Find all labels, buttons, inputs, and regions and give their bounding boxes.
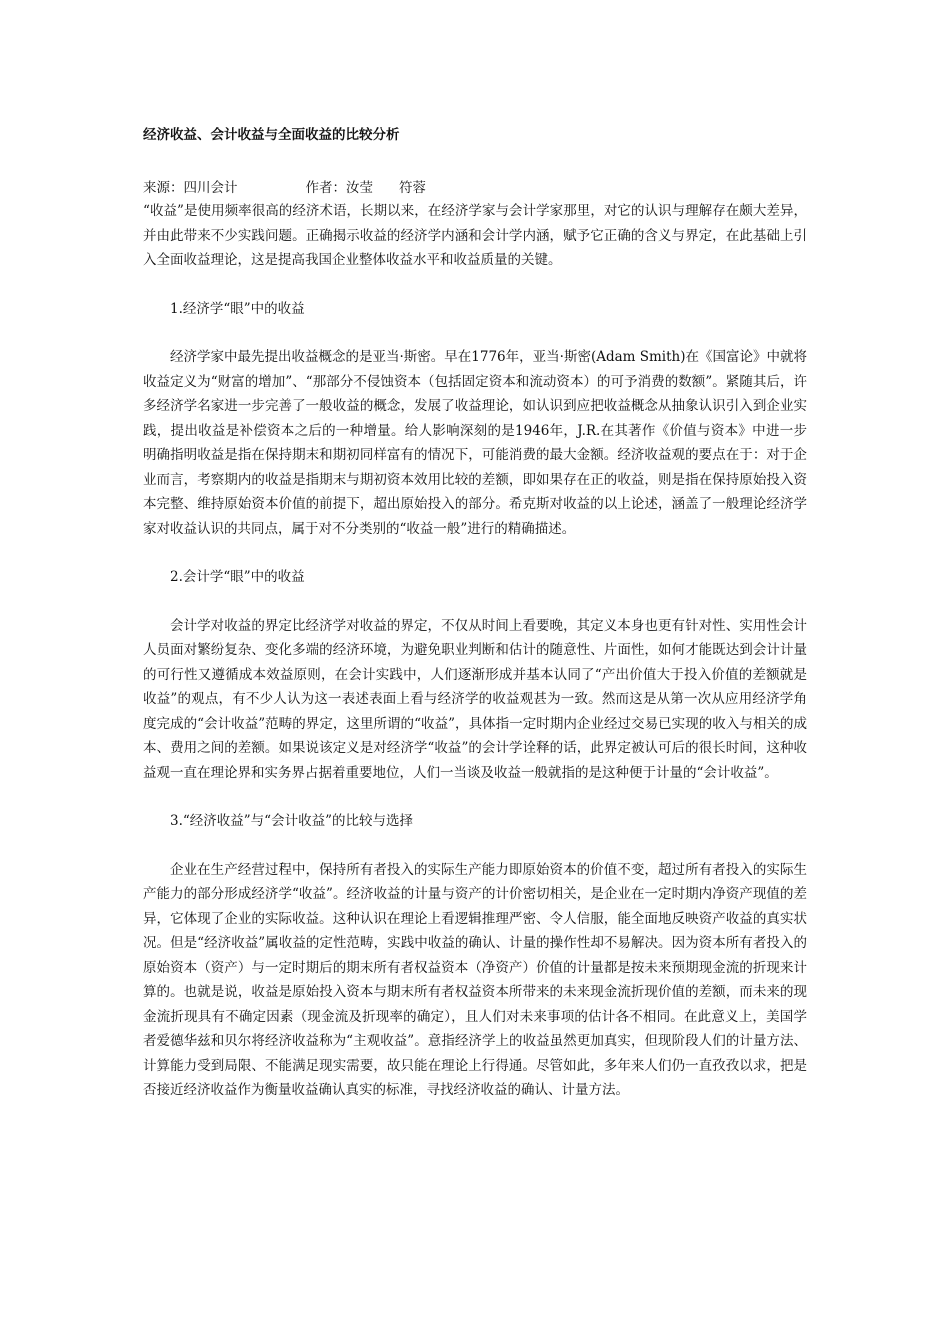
article-title: 经济收益、会计收益与全面收益的比较分析: [143, 127, 400, 143]
second-author: 符蓉: [399, 180, 426, 196]
article-meta: [143, 177, 807, 199]
document-page: [143, 126, 807, 1103]
section-body-2: 会计学对收益的界定比经济学对收益的界定，不仅从时间上看要晚，其定义本身也更有针对性、实用性会计人员面对繁纷复杂、变化多端的经济环境，为避免职业判断和估计的随意性、片面性，如何才能既达到会计计量的可行性又遵循成本效益原则，在会计实践中，人们逐渐形成并基本认同了“产出价值大于投入价值的差额就是收益”的观点，有不少人认为这一表述表面上看与经济学的收益观甚为一致。然而这是从第一次从应用经济学角度完成的“会计收益”范畴的界定，这里所谓的“收益”，具体指一定时期内企业经过交易已实现的收入与相关的成本、费用之间的差额。如果说该定义是对经济学“收益”的会计学诠释的话，此界定被认可后的很长时间，这种收益观一直在理论界和实务界占据着重要地位，人们一当谈及收益一般就指的是这种便于计量的“会计收益”。: [143, 617, 807, 781]
intro-paragraph: “收益”是使用频率很高的经济术语，长期以来，在经济学家与会计学家那里，对它的认识与理解存在颇大差异，并由此带来不少实践问题。正确揭示收益的经济学内涵和会计学内涵，赋予它正确的含义与界定，在此基础上引入全面收益理论，这是提高我国企业整体收益水平和收益质量的关键。: [143, 203, 807, 268]
section-heading-2: 2.会计学“眼”中的收益: [170, 569, 305, 585]
section-heading-3: 3.“经济收益”与“会计收益”的比较与选择: [170, 813, 413, 829]
section-body-3: 企业在生产经营过程中，保持所有者投入的实际生产能力即原始资本的价值不变，超过所有者投入的实际生产能力的部分形成经济学“收益”。经济收益的计量与资产的计价密切相关，是企业在一定时期内净资产现值的差异，它体现了企业的实际收益。这种认识在理论上看逻辑推理严密、令人信服，能全面地反映资产收益的真实状况。但是“经济收益”属收益的定性范畴，实践中收益的确认、计量的操作性却不易解决。因为资本所有者投入的原始资本（资产）与一定时期后的期末所有者权益资本（净资产）价值的计量都是按未来预期现金流的折现来计算的。也就是说，收益是原始投入资本与期末所有者权益资本所带来的未来现金流折现价值的差额，而未来的现金流折现具有不确定因素（现金流及折现率的确定），且人们对未来事项的估计各不相同。在此意义上，美国学者爱德华兹和贝尔将经济收益称为“主观收益”。意指经济学上的收益虽然更加真实，但现阶段人们的计量方法、计算能力受到局限、不能满足现实需要，故只能在理论上行得通。尽管如此，多年来人们仍一直孜孜以求，把是否接近经济收益作为衡量收益确认真实的标准，寻找经济收益的确认、计量方法。: [143, 861, 807, 1098]
section-heading-1: 1.经济学“眼”中的收益: [170, 300, 305, 317]
author-label: 作者：汝莹: [305, 180, 373, 196]
section-body-1: 经济学家中最先提出收益概念的是亚当·斯密。早在1776年，亚当·斯密(Adam Smith)在《国富论》中就将收益定义为“财富的增加”、“那部分不侵蚀资本（包括固定资本和流动资本）的可予消费的数额”。紧随其后，许多经济学名家进一步完善了一般收益的概念，发展了收益理论，如认识到应把收益概念从抽象认识引入到企业实践，提出收益是补偿资本之后的一种增量。给人影响深刻的是1946年，J.R.在其著作《价值与资本》中进一步明确指明收益是指在保持期末和期初同样富有的情况下，可能消费的最大金额。经济收益观的要点在于：对于企业而言，考察期内的收益是指期末与期初资本效用比较的差额，即如果存在正的收益，则是指在保持原始投入资本完整、维持原始资本价值的前提下，超出原始投入的部分。希克斯对收益的以上论述，涵盖了一般理论经济学家对收益认识的共同点，属于对不分类别的“收益一般”进行的精确描述。: [143, 349, 807, 537]
source-label: 来源：四川会计: [143, 180, 238, 196]
